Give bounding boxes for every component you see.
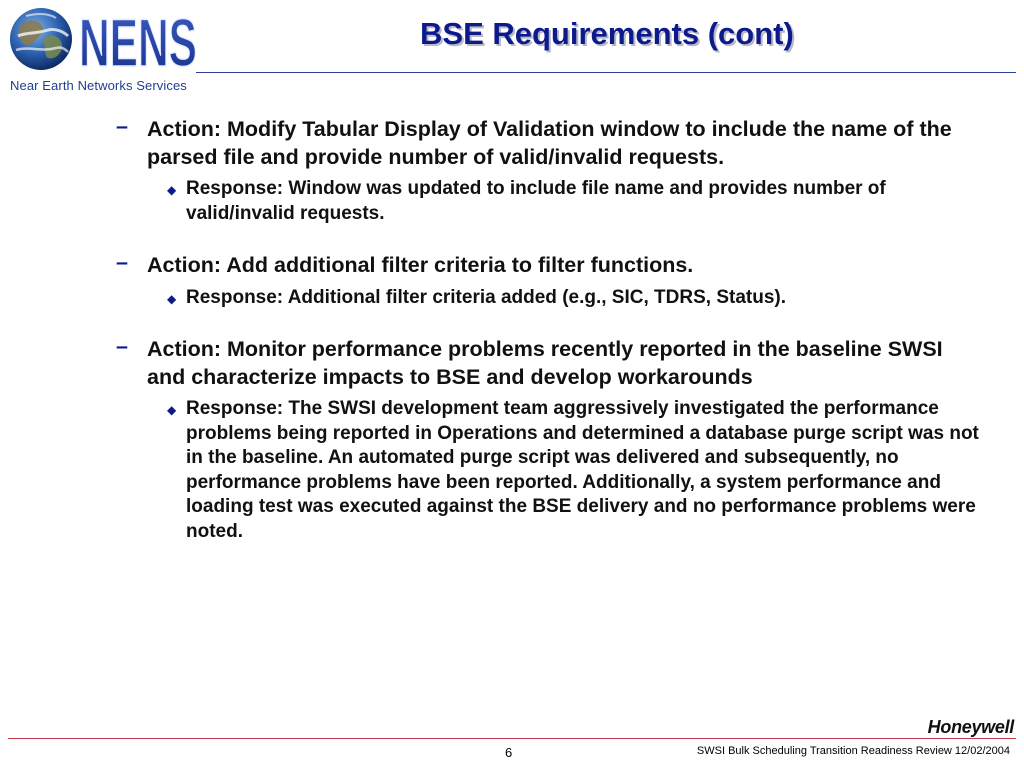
diamond-bullet-icon: ◆ xyxy=(167,291,177,306)
earth-globe-icon xyxy=(8,6,74,72)
footer-divider xyxy=(8,738,1016,739)
dash-bullet-icon: – xyxy=(116,114,128,138)
response-line xyxy=(167,177,976,226)
action-item xyxy=(116,252,976,310)
slide-title: BSE Requirements (cont) xyxy=(420,16,794,51)
footer-caption: SWSI Bulk Scheduling Transition Readiness Review 12/02/2004 xyxy=(696,745,1010,757)
logo-tagline: Near Earth Networks Services xyxy=(10,78,187,93)
logo-wordmark xyxy=(76,4,200,81)
action-text: Action: Modify Tabular Display of Validation window to include the name of the parsed file and provide number of valid/invalid requests. xyxy=(147,117,952,169)
dash-bullet-icon: – xyxy=(116,334,128,358)
action-line xyxy=(116,336,976,391)
nens-logo xyxy=(4,2,204,94)
diamond-bullet-icon: ◆ xyxy=(167,183,177,197)
honeywell-logo: Honeywell xyxy=(927,717,1014,737)
action-text: Action: Add additional filter criteria to filter functions. xyxy=(147,253,694,277)
response-line xyxy=(167,397,979,544)
action-line xyxy=(116,252,976,280)
dash-bullet-icon: – xyxy=(116,250,128,274)
action-item xyxy=(116,334,979,544)
response-line xyxy=(167,286,976,311)
logo-text: NENS xyxy=(79,5,197,81)
response-text: Response: Additional filter criteria added (e.g., SIC, TDRS, Status). xyxy=(186,286,786,308)
action-item xyxy=(116,116,976,226)
header-divider xyxy=(196,72,1016,73)
page-number: 6 xyxy=(505,745,513,760)
diamond-bullet-icon: ◆ xyxy=(167,403,177,417)
response-text: Response: The SWSI development team aggressively investigated the performance problems being reported in Operations and determined a database purge script was not in the baseline. An automated purge script was delivered and subsequently, no performance problems have been reported. Additionally, a system performance and loading test was executed against the BSE delivery and no performance problems were noted. xyxy=(186,398,979,542)
action-text: Action: Monitor performance problems recently reported in the baseline SWSI and characterize impacts to BSE and develop workarounds xyxy=(147,337,943,389)
response-text: Response: Window was updated to include file name and provides number of valid/invalid requests. xyxy=(186,178,886,224)
action-line xyxy=(116,116,976,171)
slide-content xyxy=(116,114,979,570)
